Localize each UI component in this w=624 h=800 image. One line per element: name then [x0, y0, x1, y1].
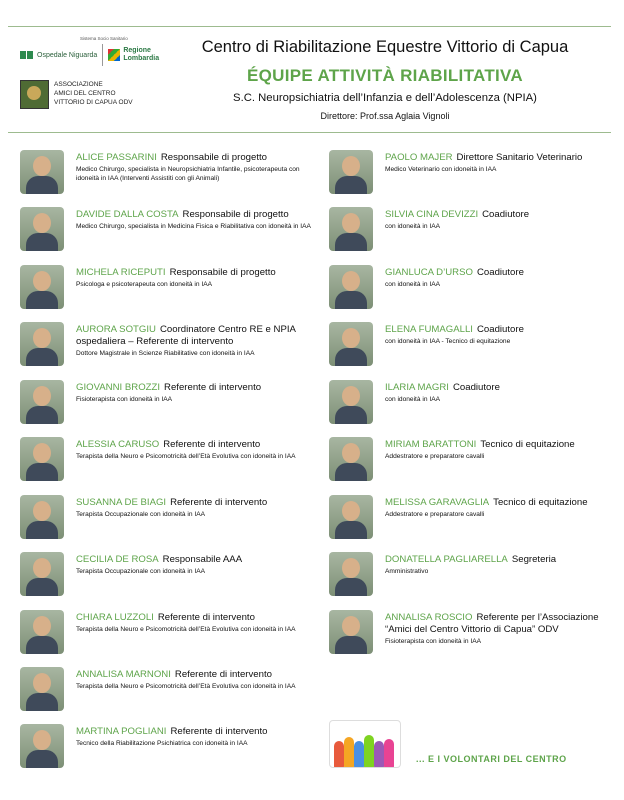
- member-photo: [20, 495, 64, 539]
- member-photo: [329, 495, 373, 539]
- member-description: Terapista Occupazionale con idoneità in IAA: [76, 568, 206, 575]
- member-name: ANNALISA MARNONI: [76, 669, 171, 680]
- member-name: MARTINA POGLIANI: [76, 726, 167, 737]
- member-role: Responsabile di progetto: [182, 209, 289, 220]
- team-member: [20, 724, 315, 770]
- member-photo: [20, 207, 64, 251]
- member-name: GIANLUCA D’URSO: [385, 267, 473, 278]
- team-member: [20, 207, 315, 253]
- member-photo: [329, 437, 373, 481]
- member-description: Amministrativo: [385, 568, 429, 575]
- member-role: Coordinatore Centro RE e NPIA ospedaliera – Referente di intervento: [76, 324, 296, 347]
- team-member: [329, 495, 624, 541]
- member-photo: [20, 322, 64, 366]
- team-member: [20, 552, 315, 598]
- top-rule: [8, 26, 611, 27]
- member-photo: [20, 667, 64, 711]
- member-name: CECILIA DE ROSA: [76, 554, 159, 565]
- member-photo: [20, 380, 64, 424]
- team-member: [20, 610, 315, 656]
- member-description: Medico Chirurgo, specialista in Neuropsichiatria Infantile, psicoterapeuta con idoneità in IAA (Interventi Assistiti con gli Animali): [76, 166, 300, 182]
- member-role: Coadiutore: [482, 209, 530, 220]
- member-name: ELENA FUMAGALLI: [385, 324, 473, 335]
- member-role: Referente di intervento: [164, 382, 262, 393]
- team-member: [20, 437, 315, 483]
- member-photo: [20, 724, 64, 768]
- member-photo: [20, 610, 64, 654]
- member-description: Medico Chirurgo, specialista in Medicina Fisica e Riabilitativa con idoneità in IAA: [76, 223, 311, 230]
- member-description: con idoneità in IAA: [385, 396, 440, 403]
- volunteers-label: ... E I VOLONTARI DEL CENTRO: [416, 754, 567, 764]
- team-member: [329, 380, 624, 426]
- member-photo: [329, 322, 373, 366]
- team-member: [20, 322, 315, 368]
- member-name: SILVIA CINA DEVIZZI: [385, 209, 479, 220]
- director: Direttore: Prof.ssa Aglaia Vignoli: [320, 111, 450, 121]
- member-name: DAVIDE DALLA COSTA: [76, 209, 179, 220]
- region-small: Sistema Socio Sanitario: [80, 36, 128, 41]
- region-name: Regione Lombardia: [123, 47, 160, 62]
- volunteers-hands-image: [329, 720, 401, 768]
- member-name: ILARIA MAGRI: [385, 382, 449, 393]
- member-role: Responsabile di progetto: [169, 267, 276, 278]
- member-name: ANNALISA ROSCIO: [385, 612, 473, 623]
- member-description: con idoneità in IAA: [385, 223, 440, 230]
- member-role: Referente di intervento: [170, 726, 268, 737]
- member-name: DONATELLA PAGLIARELLA: [385, 554, 508, 565]
- lombardia-icon: [108, 49, 120, 61]
- member-description: Fisioterapista con idoneità in IAA: [76, 396, 173, 403]
- member-photo: [329, 380, 373, 424]
- member-description: Terapista della Neuro e Psicomotricità dell’Età Evolutiva con idoneità in IAA: [76, 626, 296, 633]
- team-member: [20, 150, 315, 196]
- member-name: CHIARA LUZZOLI: [76, 612, 154, 623]
- association-name: ASSOCIAZIONE AMICI DEL CENTRO VITTORIO DI CAPUA ODV: [54, 81, 133, 106]
- member-role: Direttore Sanitario Veterinario: [456, 152, 583, 163]
- member-role: Coadiutore: [476, 324, 524, 335]
- member-name: SUSANNA DE BIAGI: [76, 497, 167, 508]
- member-role: Coadiutore: [476, 267, 524, 278]
- member-description: Dottore Magistrale in Scienze Riabilitative con idoneità in IAA: [76, 350, 255, 357]
- association-logo-icon: [20, 80, 49, 109]
- member-description: con idoneità in IAA: [385, 281, 440, 288]
- member-description: Medico Veterinario con idoneità in IAA: [385, 166, 497, 173]
- member-role: Referente di intervento: [163, 439, 261, 450]
- member-photo: [20, 265, 64, 309]
- member-role: Segreteria: [511, 554, 557, 565]
- team-member: [329, 322, 624, 368]
- hospital-name: Ospedale Niguarda: [37, 51, 98, 59]
- member-role: Responsabile AAA: [162, 554, 243, 565]
- member-role: Coadiutore: [452, 382, 500, 393]
- member-description: con idoneità in IAA - Tecnico di equitazione: [385, 338, 511, 345]
- team-member: [329, 150, 624, 196]
- member-name: MICHELA RICEPUTI: [76, 267, 166, 278]
- member-description: Addestratore e preparatore cavalli: [385, 453, 485, 460]
- team-member: [20, 667, 315, 713]
- team-member: [329, 610, 624, 656]
- member-role: Tecnico di equitazione: [480, 439, 575, 450]
- member-role: Referente di intervento: [170, 497, 268, 508]
- team-member: [20, 495, 315, 541]
- member-name: GIOVANNI BROZZI: [76, 382, 161, 393]
- member-name: ALICE PASSARINI: [76, 152, 157, 163]
- page-title: Centro di Riabilitazione Equestre Vittorio di Capua: [201, 38, 569, 56]
- team-member: [329, 207, 624, 253]
- member-photo: [329, 265, 373, 309]
- team-member: [329, 552, 624, 598]
- member-role: Responsabile di progetto: [160, 152, 268, 163]
- member-name: AURORA SOTGIU: [76, 324, 156, 335]
- department: S.C. Neuropsichiatria dell’Infanzia e dell’Adolescenza (NPIA): [233, 92, 537, 104]
- member-photo: [20, 150, 64, 194]
- hospital-logo: [20, 36, 160, 66]
- member-description: Terapista Occupazionale con idoneità in IAA: [76, 511, 206, 518]
- member-role: Referente di intervento: [157, 612, 255, 623]
- member-photo: [329, 150, 373, 194]
- member-description: Terapista della Neuro e Psicomotricità dell’Età Evolutiva con idoneità in IAA: [76, 683, 296, 690]
- member-photo: [329, 552, 373, 596]
- member-photo: [329, 207, 373, 251]
- member-name: ALESSIA CARUSO: [76, 439, 160, 450]
- team-member: [20, 380, 315, 426]
- member-name: MIRIAM BARATTONI: [385, 439, 477, 450]
- page-subtitle: ÉQUIPE ATTIVITÀ RIABILITATIVA: [247, 66, 523, 85]
- team-member: [20, 265, 315, 311]
- member-role: Tecnico di equitazione: [493, 497, 588, 508]
- member-description: Psicologa e psicoterapeuta con idoneità in IAA: [76, 281, 212, 288]
- member-description: Addestratore e preparatore cavalli: [385, 511, 485, 518]
- member-description: Tecnico della Riabilitazione Psichiatrica con idoneità in IAA: [76, 740, 248, 747]
- member-photo: [329, 610, 373, 654]
- team-member: [329, 437, 624, 483]
- team-member: [329, 265, 624, 311]
- member-photo: [20, 437, 64, 481]
- member-role: Referente di intervento: [174, 669, 272, 680]
- member-role: Referente per l’Associazione “Amici del Centro Vittorio di Capua” ODV: [385, 612, 599, 635]
- member-description: Fisioterapista con idoneità in IAA: [385, 638, 482, 645]
- member-photo: [20, 552, 64, 596]
- niguarda-icon: [20, 51, 33, 59]
- member-description: Terapista della Neuro e Psicomotricità dell’Età Evolutiva con idoneità in IAA: [76, 453, 296, 460]
- header-rule: [8, 132, 611, 133]
- member-name: PAOLO MAJER: [385, 152, 453, 163]
- member-name: MELISSA GARAVAGLIA: [385, 497, 490, 508]
